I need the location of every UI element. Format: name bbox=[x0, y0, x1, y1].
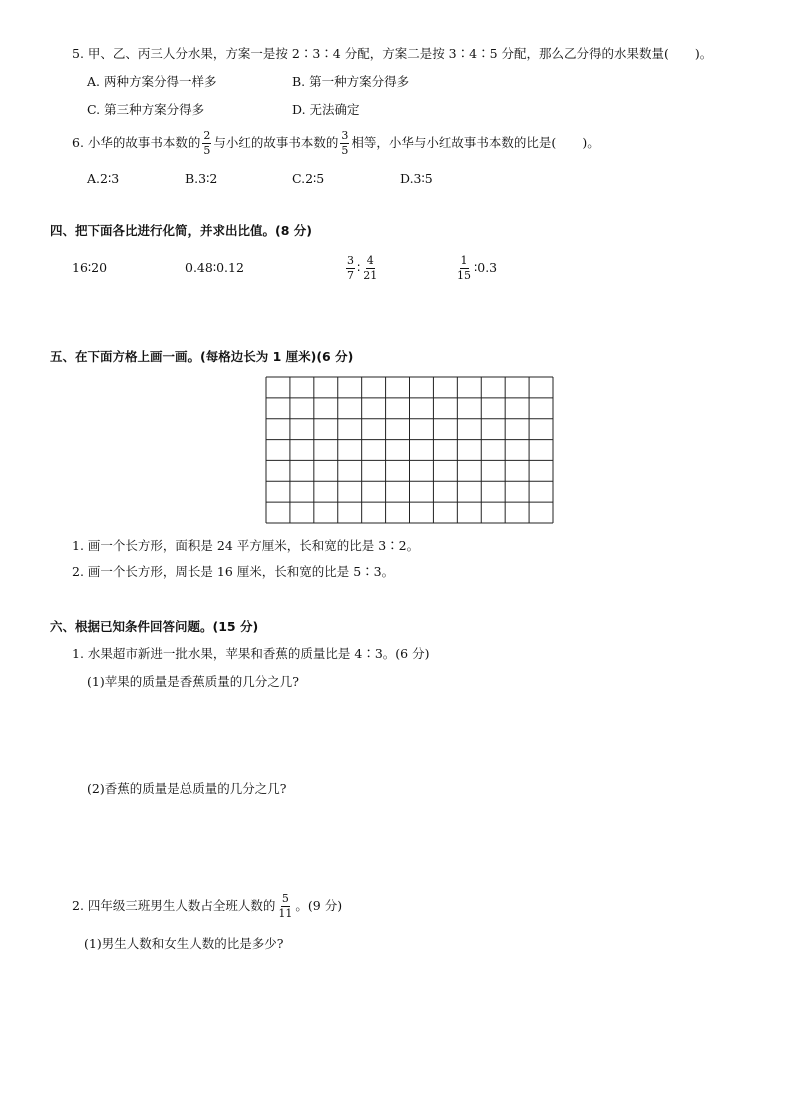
q6-fraction-1: $\frac{2}{5}$ bbox=[203, 128, 211, 157]
grid-task-1: 1. 画一个长方形，面积是 24 平方厘米，长和宽的比是 3∶2。 bbox=[72, 538, 420, 553]
q6-middle: 与小红的故事书本数的 bbox=[213, 134, 339, 150]
s6-question-1-part-1: (1)苹果的质量是香蕉质量的几分之几? bbox=[87, 674, 299, 689]
ratio-3-fraction-b: $\frac{4}{21}$ bbox=[363, 253, 378, 282]
s6-question-2 bbox=[72, 890, 342, 922]
section-6-title: 六、根据已知条件回答问题。(15 分) bbox=[50, 619, 259, 634]
q5-stem bbox=[72, 48, 712, 61]
q6-option-d: D.3∶5 bbox=[400, 171, 433, 186]
ratio-3-separator: ∶ bbox=[357, 259, 361, 275]
q6-fraction-2: $\frac{3}{5}$ bbox=[341, 128, 349, 157]
s6-question-1-part-2: (2)香蕉的质量是总质量的几分之几? bbox=[87, 781, 287, 796]
q6-option-a: A.2∶3 bbox=[87, 171, 120, 186]
s6-question-2-part-1: (1)男生人数和女生人数的比是多少? bbox=[84, 936, 284, 951]
q5-stem-end: )。 bbox=[694, 46, 713, 61]
q5-option-b: B. 第一种方案分得多 bbox=[292, 74, 410, 89]
q6-stem bbox=[72, 128, 600, 158]
ratio-3-fraction-a: $\frac{3}{7}$ bbox=[347, 253, 354, 282]
ratio-item-4 bbox=[454, 252, 497, 284]
s6-q2-prefix: 2. 四年级三班男生人数占全班人数的 bbox=[72, 897, 276, 913]
ratio-item-2: 0.48∶0.12 bbox=[185, 260, 244, 275]
q5-option-c: C. 第三种方案分得多 bbox=[87, 102, 205, 117]
grid-task-2: 2. 画一个长方形，周长是 16 厘米，长和宽的比是 5∶3。 bbox=[72, 564, 395, 579]
ratio-4-rest: ∶0.3 bbox=[474, 259, 498, 275]
q5-option-a: A. 两种方案分得一样多 bbox=[87, 74, 217, 89]
q5-option-d: D. 无法确定 bbox=[292, 102, 360, 117]
section-5-title: 五、在下面方格上画一画。(每格边长为 1 厘米)(6 分) bbox=[50, 349, 354, 364]
s6-question-1: 1. 水果超市新进一批水果，苹果和香蕉的质量比是 4∶3。(6 分) bbox=[72, 646, 430, 661]
drawing-grid[interactable] bbox=[265, 376, 554, 524]
section-4-title: 四、把下面各比进行化简，并求出比值。(8 分) bbox=[50, 223, 312, 238]
q6-option-b: B.3∶2 bbox=[185, 171, 218, 186]
ratio-4-fraction: $\frac{1}{15}$ bbox=[457, 253, 471, 282]
q6-prefix: 6. 小华的故事书本数的 bbox=[72, 134, 201, 150]
q6-suffix-end: )。 bbox=[582, 134, 600, 150]
s6-q2-suffix: 。(9 分) bbox=[295, 897, 343, 913]
q6-suffix: 相等，小华与小红故事书本数的比是( bbox=[351, 134, 557, 150]
s6-q2-fraction: $\frac{5}{11}$ bbox=[278, 891, 293, 920]
q6-option-c: C.2∶5 bbox=[292, 171, 325, 186]
ratio-item-1: 16∶20 bbox=[72, 260, 108, 275]
ratio-item-3 bbox=[344, 252, 380, 284]
q5-stem-text: 5. 甲、乙、丙三人分水果，方案一是按 2∶3∶4 分配，方案二是按 3∶4∶5 分配，那么乙分得的水果数量( bbox=[72, 46, 669, 61]
